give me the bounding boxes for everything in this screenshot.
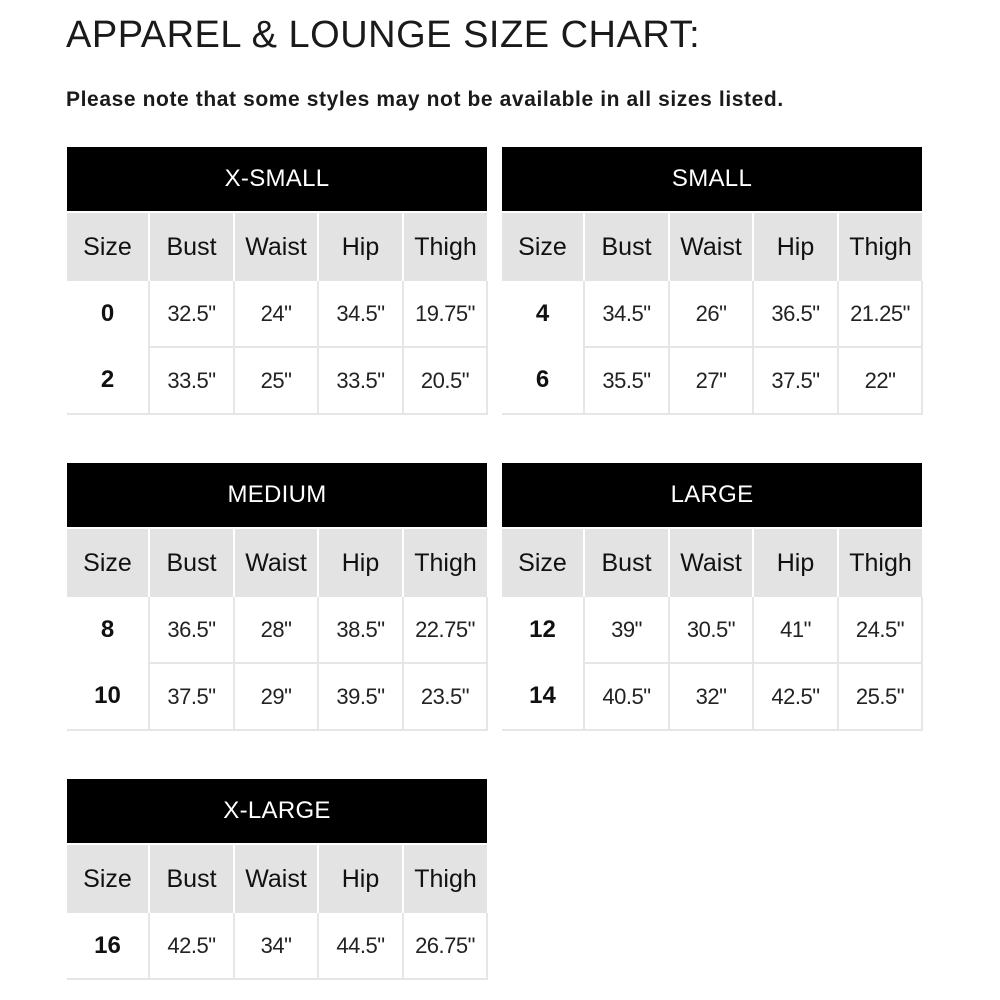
- table-row: [502, 281, 922, 347]
- column-header-waist: Waist: [669, 528, 753, 597]
- column-header-waist: Waist: [234, 212, 318, 281]
- table-row: [67, 663, 487, 730]
- column-header-hip: Hip: [318, 212, 403, 281]
- hip-value: 44.5": [318, 913, 403, 979]
- bust-value: 33.5": [149, 347, 234, 414]
- column-header-size: Size: [502, 528, 584, 597]
- column-header-row: [67, 212, 487, 281]
- thigh-value: 22.75": [403, 597, 487, 663]
- size-block-title: LARGE: [502, 463, 922, 527]
- size-table: [67, 843, 488, 980]
- size-block-title: X-LARGE: [67, 779, 487, 843]
- column-header-bust: Bust: [149, 844, 234, 913]
- column-header-thigh: Thigh: [403, 212, 487, 281]
- size-block-x-small: [67, 147, 487, 415]
- table-row: [67, 913, 487, 979]
- size-value: 14: [502, 663, 584, 730]
- availability-note: Please note that some styles may not be available in all sizes listed.: [66, 88, 784, 111]
- size-block-title: SMALL: [502, 147, 922, 211]
- waist-value: 25": [234, 347, 318, 414]
- waist-value: 30.5": [669, 597, 753, 663]
- size-value: 10: [67, 663, 149, 730]
- waist-value: 28": [234, 597, 318, 663]
- column-header-bust: Bust: [149, 528, 234, 597]
- column-header-size: Size: [502, 212, 584, 281]
- size-value: 12: [529, 616, 556, 643]
- column-header-waist: Waist: [234, 844, 318, 913]
- table-row: [502, 347, 922, 414]
- size-value: 0: [100, 300, 115, 327]
- thigh-value: 21.25": [838, 281, 922, 347]
- size-block-x-large: [67, 779, 487, 980]
- hip-value: 37.5": [753, 347, 838, 414]
- column-header-row: [67, 528, 487, 597]
- bust-value: 34.5": [584, 281, 669, 347]
- bust-value: 39": [584, 597, 669, 663]
- column-header-size: Size: [67, 212, 149, 281]
- waist-value: 34": [234, 913, 318, 979]
- thigh-value: 22": [838, 347, 922, 414]
- hip-value: 39.5": [318, 663, 403, 730]
- bust-value: 32.5": [149, 281, 234, 347]
- column-header-hip: Hip: [753, 212, 838, 281]
- column-header-hip: Hip: [318, 528, 403, 597]
- column-header-waist: Waist: [234, 528, 318, 597]
- column-header-row: [502, 212, 922, 281]
- table-row: [502, 597, 922, 663]
- size-block-medium: [67, 463, 487, 731]
- column-header-thigh: Thigh: [838, 528, 922, 597]
- column-header-size: Size: [67, 844, 149, 913]
- table-row: [67, 281, 487, 347]
- column-header-waist: Waist: [669, 212, 753, 281]
- column-header-thigh: Thigh: [403, 844, 487, 913]
- size-table: [502, 211, 923, 415]
- table-row: [67, 597, 487, 663]
- size-block-large: [502, 463, 922, 731]
- table-row: [502, 663, 922, 730]
- hip-value: 41": [753, 597, 838, 663]
- bust-value: 36.5": [149, 597, 234, 663]
- bust-value: 40.5": [584, 663, 669, 730]
- column-header-bust: Bust: [584, 528, 669, 597]
- column-header-hip: Hip: [753, 528, 838, 597]
- size-value: 6: [502, 347, 584, 414]
- column-header-row: [502, 528, 922, 597]
- size-value: 16: [67, 913, 149, 979]
- thigh-value: 26.75": [403, 913, 487, 979]
- size-table: [502, 527, 923, 731]
- hip-value: 33.5": [318, 347, 403, 414]
- waist-value: 29": [234, 663, 318, 730]
- size-block-title: X-SMALL: [67, 147, 487, 211]
- column-header-bust: Bust: [584, 212, 669, 281]
- column-header-row: [67, 844, 487, 913]
- thigh-value: 23.5": [403, 663, 487, 730]
- waist-value: 32": [669, 663, 753, 730]
- size-table: [67, 527, 488, 731]
- thigh-value: 19.75": [403, 281, 487, 347]
- size-value: 8: [100, 616, 115, 643]
- column-header-hip: Hip: [318, 844, 403, 913]
- column-header-thigh: Thigh: [838, 212, 922, 281]
- column-header-size: Size: [67, 528, 149, 597]
- thigh-value: 20.5": [403, 347, 487, 414]
- waist-value: 27": [669, 347, 753, 414]
- size-block-title: MEDIUM: [67, 463, 487, 527]
- bust-value: 37.5": [149, 663, 234, 730]
- table-row: [67, 347, 487, 414]
- size-table: [67, 211, 488, 415]
- waist-value: 26": [669, 281, 753, 347]
- hip-value: 42.5": [753, 663, 838, 730]
- page-title: APPAREL & LOUNGE SIZE CHART:: [66, 14, 701, 56]
- hip-value: 36.5": [753, 281, 838, 347]
- size-value: 2: [67, 347, 149, 414]
- hip-value: 34.5": [318, 281, 403, 347]
- hip-value: 38.5": [318, 597, 403, 663]
- bust-value: 42.5": [149, 913, 234, 979]
- thigh-value: 24.5": [838, 597, 922, 663]
- bust-value: 35.5": [584, 347, 669, 414]
- size-value: 4: [535, 300, 550, 327]
- waist-value: 24": [234, 281, 318, 347]
- thigh-value: 25.5": [838, 663, 922, 730]
- column-header-bust: Bust: [149, 212, 234, 281]
- column-header-thigh: Thigh: [403, 528, 487, 597]
- size-block-small: [502, 147, 922, 415]
